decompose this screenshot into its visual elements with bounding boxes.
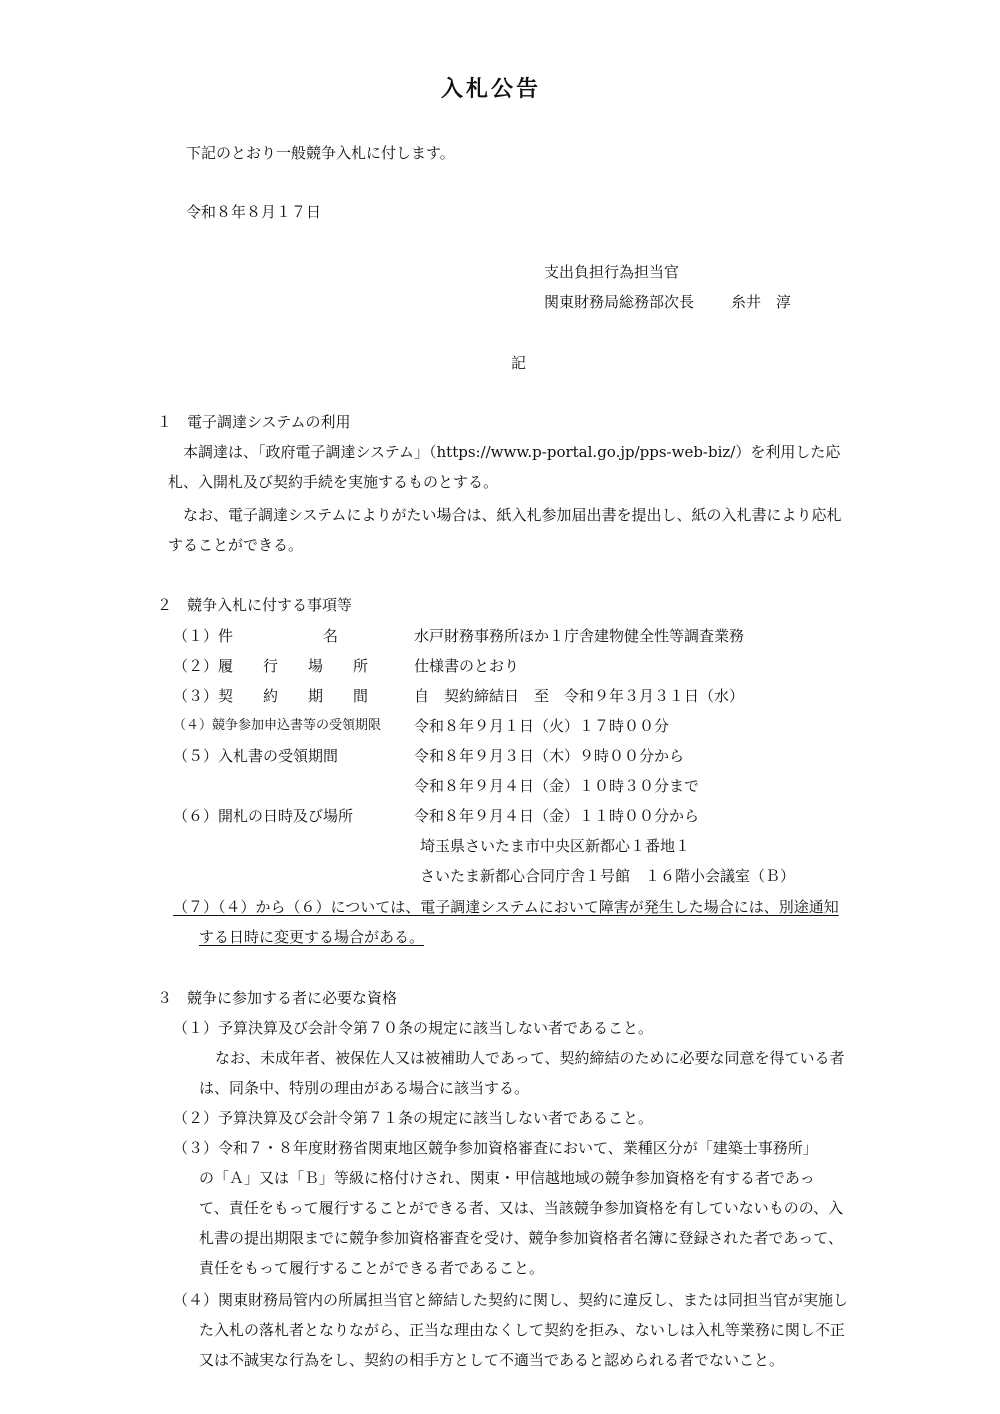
qualification-3-cont2: て、責任をもって履行することができる者、又は、当該競争参加資格を有していないものの、入: [199, 1199, 844, 1217]
qualification-3: （３）令和７・８年度財務省関東地区競争参加資格審査において、業種区分が「建築士事務所」: [173, 1139, 818, 1157]
item5-value: 令和８年９月３日（木）９時００分から: [414, 747, 685, 765]
item6-value: 令和８年９月４日（金）１１時００分から: [414, 807, 700, 825]
item5-label: （５）入札書の受領期間: [173, 747, 339, 765]
item5-value-cont: 令和８年９月４日（金）１０時３０分まで: [414, 777, 700, 795]
qualification-3-cont1: の「Ａ」又は「Ｂ」等級に格付けされ、関東・甲信越地域の競争参加資格を有する者であっ: [199, 1169, 815, 1187]
intro-text: 下記のとおり一般競争入札に付します。: [186, 144, 455, 162]
qualification-3-cont3: 札書の提出期限までに競争参加資格審査を受け、競争参加資格者名簿に登録された者であって、: [199, 1229, 843, 1247]
section2-heading: ２ 競争入札に付する事項等: [157, 596, 353, 614]
item4-value: 令和８年９月１日（火）１７時００分: [414, 717, 670, 735]
item1-value: 水戸財務事務所ほか１庁舎建物健全性等調査業務: [414, 627, 745, 645]
qualification-4: （４）関東財務局管内の所属担当官と締結した契約に関し、契約に違反し、または同担当官が実施し: [173, 1291, 849, 1309]
section1-paragraph1-cont: 札、入開札及び契約手続を実施するものとする。: [168, 473, 499, 491]
item1-label: （１）件 名: [173, 627, 339, 645]
ki-heading: 記: [511, 354, 527, 372]
issuer-title: 支出負担行為担当官: [544, 263, 680, 281]
section1-paragraph2-cont: することができる。: [168, 536, 304, 554]
page-title: 入札公告: [441, 76, 542, 102]
qualification-4-cont1: た入札の落札者となりながら、正当な理由なくして契約を拒み、ないしは入札等業務に関し不正: [199, 1321, 845, 1339]
qualification-1-note-cont: は、同条中、特別の理由がある場合に該当する。: [199, 1079, 530, 1097]
item2-label: （２）履 行 場 所: [173, 657, 369, 675]
section1-heading: １ 電子調達システムの利用: [157, 413, 351, 431]
item3-label: （３）契 約 期 間: [173, 687, 369, 705]
section2-note: （７）（４）から（６）については、電子調達システムにおいて障害が発生した場合には、別途通知: [173, 898, 839, 916]
notice-date: 令和８年８月１７日: [186, 203, 322, 221]
section1-paragraph1: 本調達は、「政府電子調達システム」（https://www.p-portal.go.jp/pps-web-biz/）を利用した応: [183, 443, 841, 461]
item6-room: さいたま新都心合同庁舎１号館 １６階小会議室（Ｂ）: [420, 867, 796, 885]
qualification-2: （２）予算決算及び会計令第７１条の規定に該当しない者であること。: [173, 1109, 654, 1127]
qualification-4-cont2: 又は不誠実な行為をし、契約の相手方として不適当であると認められる者でないこと。: [199, 1351, 785, 1369]
issuer-name: 糸井 淳: [731, 293, 792, 311]
section2-note-cont: する日時に変更する場合がある。: [199, 928, 425, 946]
qualification-1-note: なお、未成年者、被保佐人又は被補助人であって、契約締結のために必要な同意を得ている者: [215, 1049, 845, 1067]
qualification-3-cont4: 責任をもって履行することができる者であること。: [199, 1259, 545, 1277]
item4-label: （４）競争参加申込書等の受領期限: [173, 718, 382, 733]
item2-value: 仕様書のとおり: [414, 657, 520, 675]
item3-value: 自 契約締結日 至 令和９年３月３１日（水）: [414, 687, 745, 705]
item6-label: （６）開札の日時及び場所: [173, 807, 354, 825]
issuer-dept: 関東財務局総務部次長: [544, 293, 695, 311]
qualification-1: （１）予算決算及び会計令第７０条の規定に該当しない者であること。: [173, 1019, 654, 1037]
item6-address: 埼玉県さいたま市中央区新都心１番地１: [420, 837, 691, 855]
section1-paragraph2: なお、電子調達システムによりがたい場合は、紙入札参加届出書を提出し、紙の入札書により応札: [183, 506, 842, 524]
section3-heading: ３ 競争に参加する者に必要な資格: [157, 989, 398, 1007]
